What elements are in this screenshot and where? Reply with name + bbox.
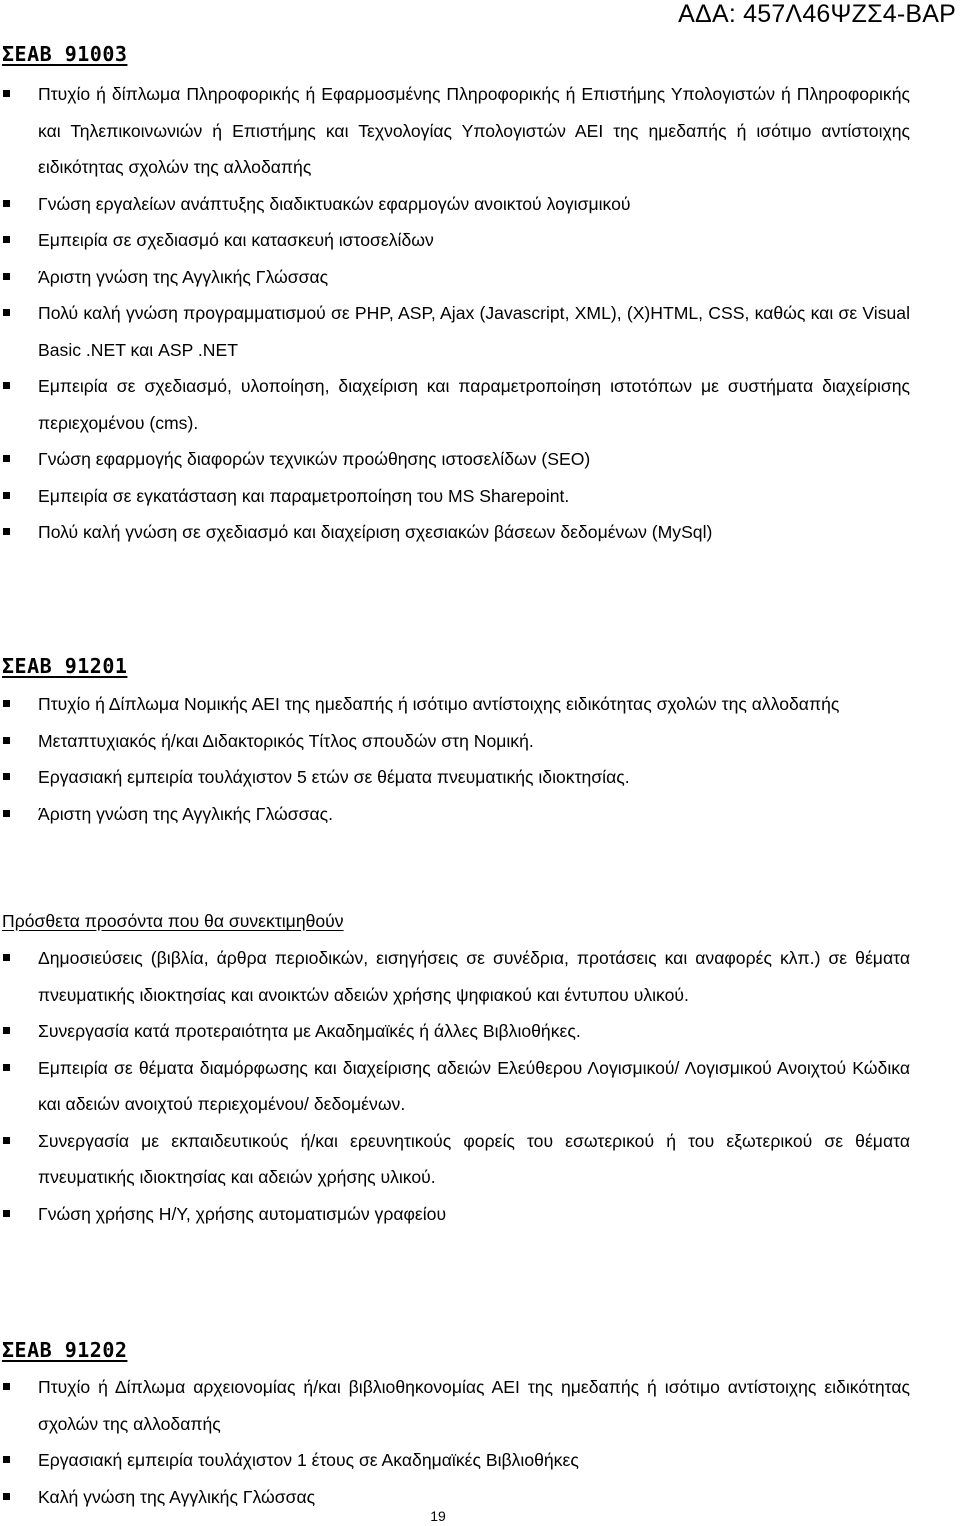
list-item <box>0 1369 960 1442</box>
list-item <box>0 259 960 296</box>
list-item-text: Εμπειρία σε σχεδιασμό, υλοποίηση, διαχείριση και παραμετροποίηση ιστοτόπων με συστήματα διαχείρισης περιεχομένου (cms). <box>38 376 910 433</box>
square-bullet-icon <box>3 1456 10 1463</box>
list-item <box>0 723 960 760</box>
list-item-text: Γνώση εργαλείων ανάπτυξης διαδικτυακών εφαρμογών ανοικτού λογισμικού <box>38 193 631 214</box>
list-item-text: Πτυχίο ή Δίπλωμα Νομικής ΑΕΙ της ημεδαπής ή ισότιμο αντίστοιχης ειδικότητας σχολών της αλλοδαπής <box>38 694 840 714</box>
square-bullet-icon <box>3 309 10 316</box>
list-item <box>0 1050 960 1123</box>
square-bullet-icon <box>3 773 10 780</box>
list-item-text: Πτυχίο ή δίπλωμα Πληροφορικής ή Εφαρμοσμένης Πληροφορικής ή Επιστήμης Υπολογιστών ή Πληροφορικής και Τηλεπικοινωνιών ή Επιστήμης και Τεχνολογίας Υπολογιστών ΑΕΙ της ημεδαπής ή ισότιμο αντίστοιχης ειδικότητας σχολών της αλλοδαπής <box>38 84 910 177</box>
square-bullet-icon <box>3 1064 10 1071</box>
list-item <box>0 1013 960 1050</box>
list-item-text: Γνώση χρήσης Η/Υ, χρήσης αυτοματισμών γραφείου <box>38 1203 447 1224</box>
section-91202-requirements-list <box>0 1369 960 1515</box>
additional-qualifications-list <box>0 940 960 1232</box>
square-bullet-icon <box>3 528 10 535</box>
list-item <box>0 186 960 223</box>
square-bullet-icon <box>3 1027 10 1034</box>
square-bullet-icon <box>3 1383 10 1390</box>
square-bullet-icon <box>3 382 10 389</box>
ada-document-code: ΑΔΑ: 457Λ46ΨΖΣ4-ΒΑΡ <box>678 0 956 28</box>
list-item-text: Δημοσιεύσεις (βιβλία, άρθρα περιοδικών, εισηγήσεις σε συνέδρια, προτάσεις και αναφορές κλπ.) σε θέματα πνευματικής ιδιοκτησίας και ανοικτών αδειών χρήσης ψηφιακού και έντυπου υλικού. <box>38 948 910 1005</box>
list-item-text: Γνώση εφαρμογής διαφορών τεχνικών προώθησης ιστοσελίδων (SEO) <box>38 449 591 469</box>
square-bullet-icon <box>3 810 10 817</box>
section-code-91003: ΣΕΑΒ 91003 <box>2 42 128 66</box>
additional-qualifications-heading: Πρόσθετα προσόντα που θα συνεκτιμηθούν <box>2 911 344 931</box>
list-item-text: Άριστη γνώση της Αγγλικής Γλώσσας <box>38 266 329 287</box>
list-item <box>0 1123 960 1196</box>
section-code-91202: ΣΕΑΒ 91202 <box>2 1338 128 1362</box>
square-bullet-icon <box>3 1210 10 1217</box>
list-item-text: Πολύ καλή γνώση σε σχεδιασμό και διαχείριση σχεσιακών βάσεων δεδομένων (MySql) <box>38 522 713 542</box>
list-item <box>0 295 960 368</box>
section-code-91201: ΣΕΑΒ 91201 <box>2 654 128 678</box>
list-item <box>0 222 960 259</box>
list-item <box>0 1442 960 1479</box>
page-number: 19 <box>430 1508 446 1524</box>
list-item-text: Μεταπτυχιακός ή/και Διδακτορικός Τίτλος σπουδών στη Νομική. <box>38 730 534 751</box>
list-item <box>0 441 960 478</box>
square-bullet-icon <box>3 90 10 97</box>
list-item-text: Καλή γνώση της Αγγλικής Γλώσσας <box>38 1486 316 1507</box>
list-item-text: Εργασιακή εμπειρία τουλάχιστον 1 έτους σε Ακαδημαϊκές Βιβλιοθήκες <box>38 1450 579 1470</box>
square-bullet-icon <box>3 954 10 961</box>
square-bullet-icon <box>3 273 10 280</box>
square-bullet-icon <box>3 455 10 462</box>
list-item <box>0 514 960 551</box>
list-item-text: Εμπειρία σε σχεδιασμό και κατασκευή ιστοσελίδων <box>38 230 434 250</box>
list-item-text: Εμπειρία σε εγκατάσταση και παραμετροποίηση του MS Sharepoint. <box>38 485 570 506</box>
list-item-text: Συνεργασία με εκπαιδευτικούς ή/και ερευνητικούς φορείς του εσωτερικού ή του εξωτερικού σε θέματα πνευματικής ιδιοκτησίας και αδειών χρήσης υλικού. <box>38 1130 910 1187</box>
list-item <box>0 76 960 186</box>
list-item-text: Πτυχίο ή Δίπλωμα αρχειονομίας ή/και βιβλιοθηκονομίας ΑΕΙ της ημεδαπής ή ισότιμο αντίστοιχης ειδικότητας σχολών της αλλοδαπής <box>38 1377 910 1434</box>
square-bullet-icon <box>3 200 10 207</box>
square-bullet-icon <box>3 1493 10 1500</box>
list-item-text: Συνεργασία κατά προτεραιότητα με Ακαδημαϊκές ή άλλες Βιβλιοθήκες. <box>38 1021 581 1041</box>
section-91003-requirements-list <box>0 76 960 551</box>
square-bullet-icon <box>3 737 10 744</box>
list-item <box>0 368 960 441</box>
list-item <box>0 940 960 1013</box>
list-item <box>0 796 960 833</box>
list-item <box>0 686 960 723</box>
list-item <box>0 759 960 796</box>
section-91201-requirements-list <box>0 686 960 832</box>
list-item-text: Άριστη γνώση της Αγγλικής Γλώσσας. <box>38 803 334 824</box>
square-bullet-icon <box>3 700 10 707</box>
list-item <box>0 1196 960 1233</box>
square-bullet-icon <box>3 1137 10 1144</box>
square-bullet-icon <box>3 236 10 243</box>
list-item <box>0 478 960 515</box>
list-item-text: Πολύ καλή γνώση προγραμματισμού σε PHP, ASP, Ajax (Javascript, XML), (X)HTML, CSS, καθώς και σε Visual Basic .NET και ASP .NET <box>38 303 910 360</box>
square-bullet-icon <box>3 492 10 499</box>
list-item-text: Εργασιακή εμπειρία τουλάχιστον 5 ετών σε θέματα πνευματικής ιδιοκτησίας. <box>38 767 630 787</box>
list-item-text: Εμπειρία σε θέματα διαμόρφωσης και διαχείρισης αδειών Ελεύθερου Λογισμικού/ Λογισμικού Ανοιχτού Κώδικα και αδειών ανοιχτού περιεχομένου/ δεδομένων. <box>38 1057 910 1114</box>
